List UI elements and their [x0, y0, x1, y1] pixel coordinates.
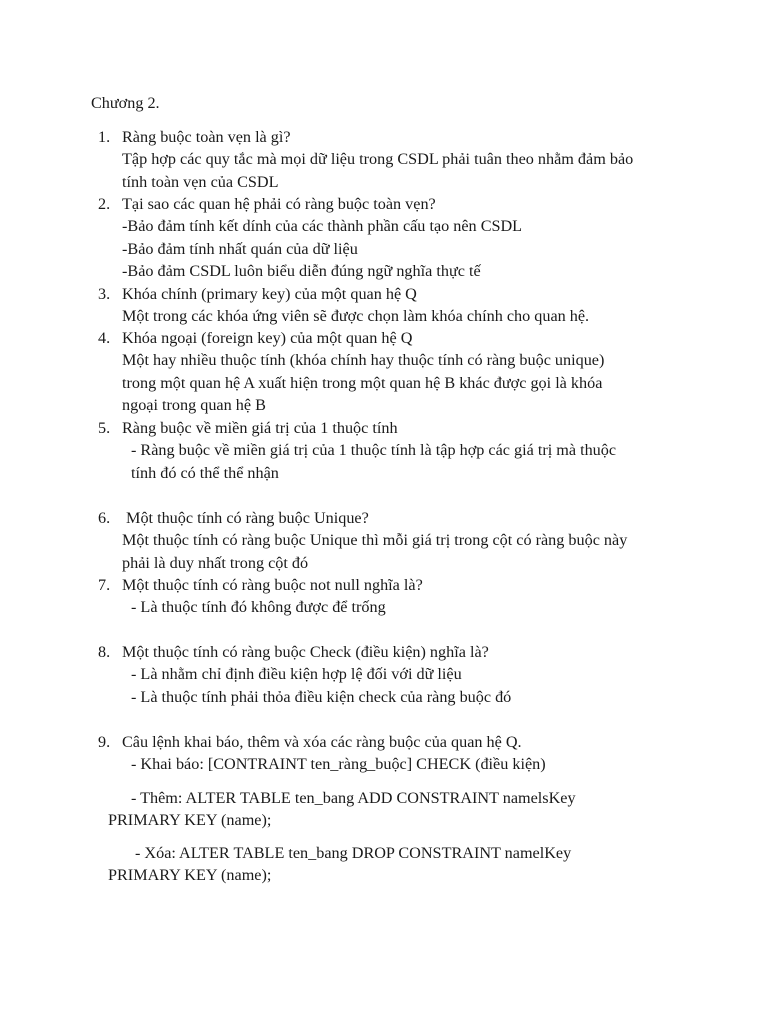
- item-answer-line: - Khai báo: [CONTRAINT ten_ràng_buộc] CHECK (điều kiện): [131, 755, 546, 774]
- drop-constraint-line-1: - Xóa: ALTER TABLE ten_bang DROP CONSTRAINT namelKey: [135, 844, 572, 862]
- add-constraint-line-1: - Thêm: ALTER TABLE ten_bang ADD CONSTRAINT namelsKey: [131, 789, 576, 807]
- item-question: Một thuộc tính có ràng buộc Unique?: [122, 509, 369, 527]
- item-number: 6.: [98, 509, 111, 527]
- item-number: 9.: [98, 733, 111, 751]
- list-item-5: [98, 417, 698, 484]
- list-item-2: [98, 193, 698, 282]
- item-answer-line: -Bảo đảm tính kết dính của các thành phần cấu tạo nên CSDL: [122, 217, 523, 236]
- item-answer-line: Tập hợp các quy tắc mà mọi dữ liệu trong CSDL phải tuân theo nhằm đảm bảo: [122, 150, 634, 169]
- drop-constraint-line-2: PRIMARY KEY (name);: [108, 866, 272, 884]
- item-answer-line: -Bảo đảm CSDL luôn biểu diễn đúng ngữ nghĩa thực tế: [122, 261, 481, 280]
- item-number: 7.: [98, 576, 111, 594]
- item-number: 8.: [98, 643, 111, 661]
- item-question: Khóa ngoại (foreign key) của một quan hệ Q: [122, 329, 413, 347]
- item-question: Tại sao các quan hệ phải có ràng buộc toàn vẹn?: [122, 195, 436, 213]
- item-question: Một thuộc tính có ràng buộc Check (điều kiện) nghĩa là?: [122, 643, 489, 661]
- item-question: Ràng buộc về miền giá trị của 1 thuộc tính: [122, 419, 398, 437]
- list-item-8: [98, 641, 698, 708]
- item-answer-line: tính đó có thể thể nhận: [131, 463, 279, 482]
- list-item-4: [98, 327, 698, 416]
- item-answer-line: - Là thuộc tính phải thỏa điều kiện check của ràng buộc đó: [131, 687, 512, 706]
- list-item-3: [98, 283, 698, 328]
- item-answer-line: Một hay nhiều thuộc tính (khóa chính hay thuộc tính có ràng buộc unique): [122, 351, 605, 370]
- item-number: 3.: [98, 285, 111, 303]
- item-number: 1.: [98, 128, 111, 146]
- item-question: Câu lệnh khai báo, thêm và xóa các ràng buộc của quan hệ Q.: [122, 733, 522, 751]
- item-answer-line: - Ràng buộc về miền giá trị của 1 thuộc tính là tập hợp các giá trị mà thuộc: [131, 441, 617, 460]
- item-question: Khóa chính (primary key) của một quan hệ Q: [122, 285, 417, 303]
- list-item-9: [98, 731, 698, 776]
- item-answer-line: Một trong các khóa ứng viên sẽ được chọn làm khóa chính cho quan hệ.: [122, 307, 590, 326]
- item-number: 2.: [98, 195, 111, 213]
- add-constraint-line-2: PRIMARY KEY (name);: [108, 811, 272, 829]
- chapter-heading: Chương 2.: [91, 94, 160, 112]
- item-number: 5.: [98, 419, 111, 437]
- list-item-7: [98, 574, 698, 619]
- item-question: Ràng buộc toàn vẹn là gì?: [122, 128, 291, 146]
- item-answer-line: tính toàn vẹn của CSDL: [122, 172, 279, 191]
- item-answer-line: -Bảo đảm tính nhất quán của dữ liệu: [122, 239, 358, 258]
- item-answer-line: trong một quan hệ A xuất hiện trong một quan hệ B khác được gọi là khóa: [122, 373, 603, 392]
- list-item-6: [98, 507, 698, 574]
- item-answer-line: ngoại trong quan hệ B: [122, 395, 266, 414]
- list-item-1: [98, 126, 698, 193]
- item-number: 4.: [98, 329, 111, 347]
- item-answer-line: - Là thuộc tính đó không được để trống: [131, 598, 386, 617]
- item-question: Một thuộc tính có ràng buộc not null nghĩa là?: [122, 576, 423, 594]
- item-answer-line: phải là duy nhất trong cột đó: [122, 553, 309, 572]
- item-answer-line: - Là nhằm chỉ định điều kiện hợp lệ đối với dữ liệu: [131, 665, 462, 684]
- item-answer-line: Một thuộc tính có ràng buộc Unique thì mỗi giá trị trong cột có ràng buộc này: [122, 531, 628, 550]
